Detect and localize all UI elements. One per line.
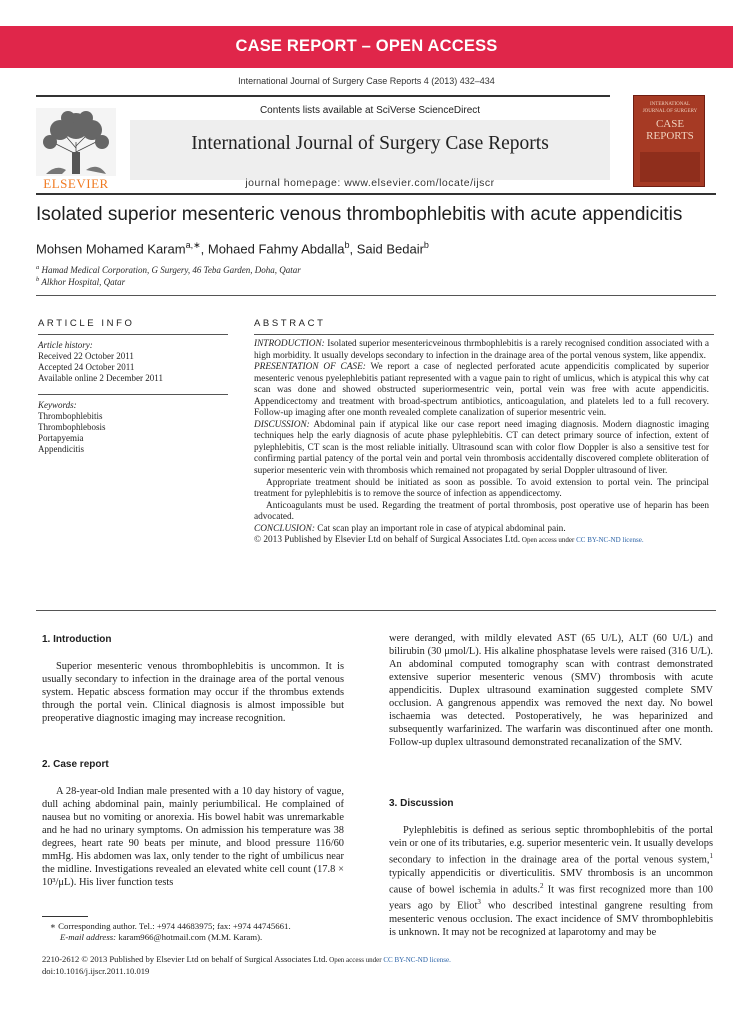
abstract-treatment: Appropriate treatment should be initiated as soon as possible. To avoid extension to portal vein. The principal treatment for pylephlebitis is to remove the source of infection as appendicectomy. bbox=[254, 477, 709, 500]
abstract-text: Cat scan play an important role in case of atypical abdominal pain. bbox=[314, 523, 566, 534]
discussion-text: It was first recognized more than 100 years ago by Eliot bbox=[389, 884, 714, 912]
email-label: E-mail address: bbox=[60, 932, 117, 942]
abstract-label: DISCUSSION: bbox=[254, 419, 310, 430]
affiliation-text: Hamad Medical Corporation, G Surgery, 46 Teba Garden, Doha, Qatar bbox=[41, 265, 301, 275]
contents-line bbox=[130, 105, 610, 116]
cover-line-3: CASE bbox=[655, 118, 685, 130]
issn-doi-block bbox=[42, 954, 702, 977]
case-report-paragraph: A 28-year-old Indian male presented with a 10 day history of vague, dull aching abdominal pain, mainly periumbilical. He complained of nausea but no vomiting or anorexia. His bowel habit was unremarkable and he had no urinary symptoms. On admission his temperature was 38 degrees, heart rate 90 beats per minute, and blood pressure 116/60 mmHg. His abdomen was lax, only tender to the right of umbilicus near the midline. Investigations revealed an elevated white cell count (17.8 × 10³/μL). His liver function tests bbox=[42, 786, 344, 889]
author-affiliation-mark: b bbox=[344, 240, 350, 250]
affiliation-text: Alkhor Hospital, Qatar bbox=[41, 277, 126, 287]
journal-homepage bbox=[130, 177, 610, 189]
discussion-paragraph bbox=[389, 824, 713, 939]
email-line bbox=[42, 932, 362, 943]
elsevier-tree-logo bbox=[36, 108, 116, 181]
abstract-rule bbox=[254, 334, 714, 335]
section-heading-case-report: 2. Case report bbox=[42, 759, 109, 770]
abstract-text: Abdominal pain if atypical like our case report need imaging diagnosis. Modern diagnostic imaging techniques help the early diagnosis of acute phase pylephlebitis. CT can detect primary source of infection, extent of pylephlebitis, CT scan is the most reliable initially. Ultrasound scan with color flow Doppler is also a sensitive test for confirming partial patency of the portal vein and portal vein thrombosis accidentally discovered complete obliteration of superior mesenteric vein with thrombosis which remained not propagated by serial Doppler ultrasound of liver. bbox=[254, 419, 709, 477]
abstract-text: We report a case of neglected perforated acute appendicitis complicated by superior mesenteric venous pyelephlebitis patiant represented with a vague pain to right of umlicus, which is atypical this why cat scan was done and showed obstructed superiormesentric vein, portal vein was free with acute appendicitis. Appendicectomy and treatment with broad-spectrum antibiotics, anticoagulation, and platelets led to a full recovery. Follow-up imaging after one month revealed complete canalization of superior mesentric vein. bbox=[254, 362, 710, 419]
corresponding-author-line: ∗ Corresponding author. Tel.: +974 44683975; fax: +974 44745661. bbox=[50, 921, 291, 931]
license-link[interactable]: CC BY-NC-ND license. bbox=[383, 956, 451, 964]
article-info-rule bbox=[38, 334, 228, 335]
open-access-text: Open access under bbox=[520, 536, 577, 545]
discussion-text: typically appendicitis or diverticulitis. SMV thrombosis is an uncommon cause of bowel ischemia in adults. bbox=[389, 867, 713, 896]
homepage-link[interactable]: www.elsevier.com/locate/ijscr bbox=[344, 177, 495, 189]
introduction-paragraph: Superior mesenteric venous thrombophlebitis is uncommon. It is usually secondary to infection in the drainage area of the portal venous system. Hepatic abscess formation may occur if the thrombus extends through the portal vein. Clinical diagnosis is almost impossible but preoperative diagnostic imaging may increase recognition. bbox=[42, 661, 344, 725]
author-list: Mohsen Mohamed Karam$^{a,∗}$, Mohaed Fahmy Abdalla$^b$, Said Bedair$^b$ bbox=[36, 240, 429, 257]
author-name: Mohaed Fahmy Abdalla bbox=[207, 241, 345, 257]
keywords-rule bbox=[38, 394, 228, 395]
journal-title: International Journal of Surgery Case Reports bbox=[191, 133, 549, 154]
article-history-label: Article history: bbox=[38, 340, 93, 350]
affiliation-key: b bbox=[36, 276, 40, 283]
homepage-label: journal homepage: bbox=[245, 177, 345, 189]
case-report-continuation: were deranged, with mildly elevated AST (65 U/L), ALT (60 U/L) and bilirubin (30 μmol/L). His alkaline phosphatase levels were raised (316 U/L). An abdominal computed tomography scan with contrast demonstrated extensive superior mesenteric venous (SMV) thrombosis with acute appendicitis. Duplex ultrasound examination suggested complete SMV occlusion. A gangrenous appendix was removed the next day. No bowel ischaemia was detected. Postoperatively, he was heparinized and subsequently warfarinized. The warfarin was discontinued after one month. Follow-up duplex ultrasound demonstrated recanalization of the SMV. bbox=[389, 633, 713, 749]
abstract-text: Isolated superior mesentericveinous thrmbophlebitis is a rarely recognised condition associated with a high morbidity. It usually develops secondary to infection in the drainage area of the portal venous system, like appendix. bbox=[254, 339, 709, 361]
keywords-label: Keywords: bbox=[38, 400, 77, 410]
abstract-introduction bbox=[254, 339, 709, 362]
history-online: Available online 2 December 2011 bbox=[38, 373, 163, 383]
keyword-item: Thrombophlebosis bbox=[38, 422, 106, 432]
doi-line[interactable]: doi:10.1016/j.ijscr.2011.10.019 bbox=[42, 966, 150, 976]
abstract-presentation bbox=[254, 362, 709, 420]
section-heading-discussion: 3. Discussion bbox=[389, 798, 454, 809]
abstract-label: CONCLUSION: bbox=[254, 523, 315, 534]
email-address[interactable]: karam966@hotmail.com (M.M. Karam). bbox=[116, 932, 263, 942]
abstract-anticoagulants: Anticoagulants must be used. Regarding the treatment of portal thrombosis, post operative use of heparin has been advocated. bbox=[254, 500, 709, 523]
reference-mark[interactable]: 3 bbox=[477, 898, 481, 907]
journal-citation: International Journal of Surgery Case Reports 4 (2013) 432–434 bbox=[238, 76, 495, 86]
sciverse-link[interactable]: SciVerse ScienceDirect bbox=[376, 105, 481, 116]
article-info-heading: ARTICLE INFO bbox=[38, 318, 135, 329]
title-bottom-rule bbox=[36, 295, 716, 296]
keyword-item: Thrombophlebitis bbox=[38, 411, 103, 421]
keyword-item: Portapyemia bbox=[38, 433, 84, 443]
header-top-rule bbox=[36, 95, 610, 97]
cover-decoration bbox=[640, 152, 700, 182]
copyright-text: © 2013 Published by Elsevier Ltd on behalf of Surgical Associates Ltd. bbox=[254, 535, 521, 546]
elsevier-wordmark: ELSEVIER bbox=[43, 176, 109, 191]
reference-mark[interactable]: 1 bbox=[709, 852, 713, 861]
keyword-item: Appendicitis bbox=[38, 444, 84, 454]
corresponding-author-footnote bbox=[42, 921, 362, 943]
abstract-label: INTRODUCTION: bbox=[254, 339, 325, 349]
affiliation-a bbox=[36, 264, 536, 275]
author-affiliation-mark: b bbox=[423, 240, 429, 250]
discussion-text: Pylephlebitis is defined as serious septic thrombophlebitis of the portal vein or one of its tributaries, e.g. superior mesenteric vein. It usually develops secondary to infection in the drainage area of the portal venous system, bbox=[389, 825, 713, 866]
affiliation-key: a bbox=[36, 264, 40, 271]
abstract-heading: ABSTRACT bbox=[254, 318, 326, 329]
affiliation-b bbox=[36, 276, 536, 287]
article-title: Isolated superior mesenteric venous thrombophlebitis with acute appendicitis bbox=[36, 204, 683, 225]
cover-line-1: INTERNATIONAL bbox=[650, 102, 690, 107]
issn-text: 2210-2612 © 2013 Published by Elsevier Ltd on behalf of Surgical Associates Ltd. bbox=[42, 954, 328, 964]
abstract-bottom-rule bbox=[36, 610, 716, 611]
abstract-label: PRESENTATION OF CASE: bbox=[254, 362, 366, 373]
abstract-body bbox=[254, 339, 709, 547]
cover-line-2: JOURNAL OF SURGERY bbox=[642, 109, 698, 114]
section-heading-introduction: 1. Introduction bbox=[42, 634, 112, 645]
open-access-text: Open access under bbox=[327, 956, 384, 964]
license-link[interactable]: CC BY-NC-ND license. bbox=[576, 536, 644, 545]
author-name: Said Bedair bbox=[356, 241, 424, 257]
abstract-copyright bbox=[254, 535, 709, 547]
abstract-conclusion bbox=[254, 524, 709, 536]
abstract-discussion bbox=[254, 420, 709, 478]
banner-text: CASE REPORT – OPEN ACCESS bbox=[235, 37, 498, 55]
journal-cover-thumbnail bbox=[633, 95, 705, 187]
history-accepted: Accepted 24 October 2011 bbox=[38, 362, 135, 372]
history-received: Received 22 October 2011 bbox=[38, 351, 134, 361]
cover-line-4: REPORTS bbox=[646, 130, 694, 142]
footnote-rule bbox=[42, 916, 88, 917]
reference-mark[interactable]: 2 bbox=[539, 881, 544, 890]
header-bottom-rule bbox=[36, 193, 716, 195]
discussion-text: who described intestinal gangrene resulting from mesenteric venous occlusion. The exact incidence of SMV thrombophlebitis is unknown. It may not be recognized at laparotomy and may be bbox=[389, 900, 714, 938]
issn-line bbox=[42, 954, 702, 966]
contents-prefix: Contents lists available at bbox=[259, 105, 377, 116]
author-affiliation-mark: a,∗ bbox=[185, 240, 201, 250]
author-name: Mohsen Mohamed Karam bbox=[36, 241, 186, 257]
